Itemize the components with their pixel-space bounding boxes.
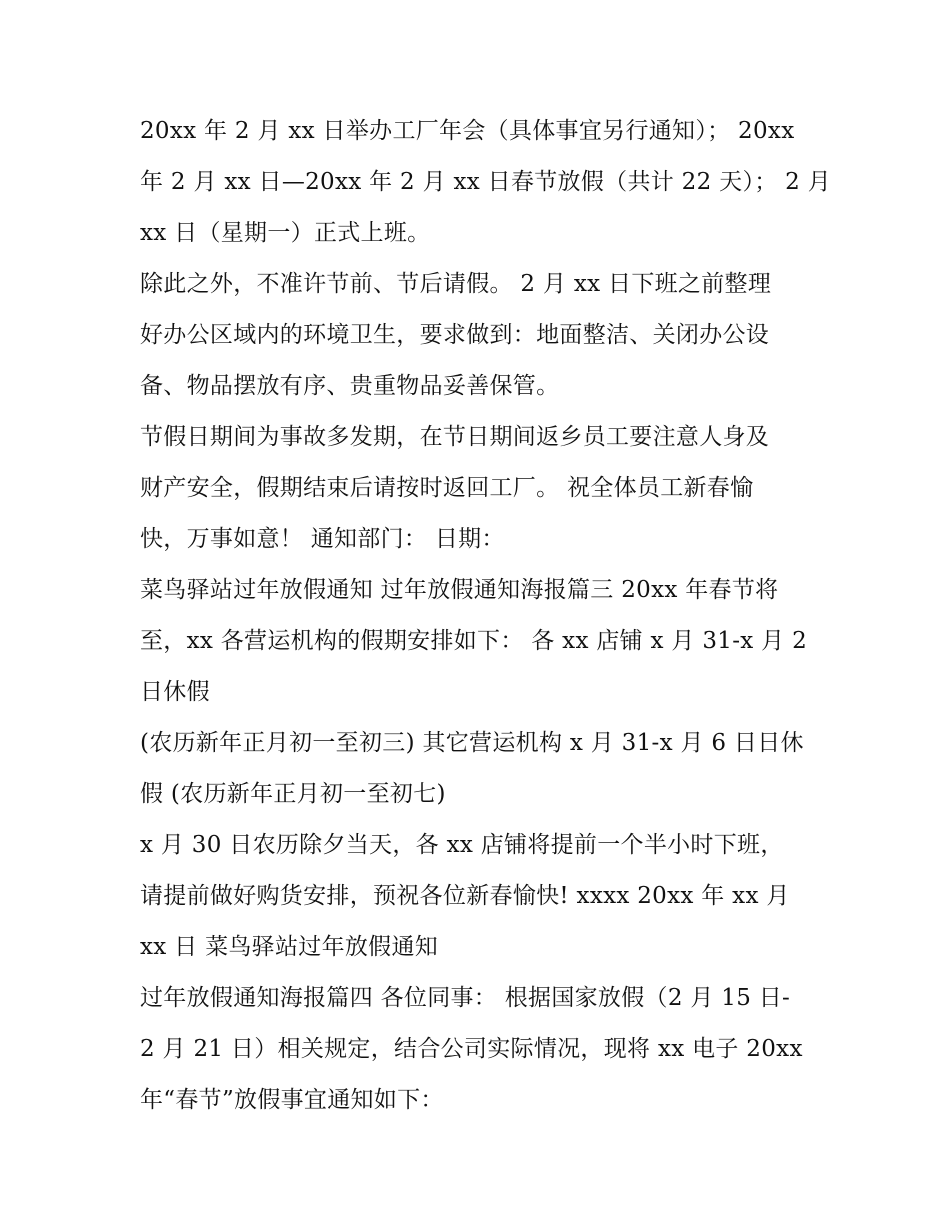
text-line: x 月 30 日农历除夕当天，各 xx 店铺将提前一个半小时下班， [140, 832, 784, 858]
text-line: 快，万事如意！ 通知部门： 日期： [140, 526, 505, 552]
text-line: 过年放假通知海报篇四 各位同事： 根据国家放假（2 月 15 日- [140, 985, 791, 1011]
document-body [140, 106, 832, 1126]
text-line: xx 日（星期一）正式上班。 [140, 220, 431, 246]
text-line: 节假日期间为事故多发期，在节日期间返乡员工要注意人身及 [140, 424, 770, 450]
text-line: 至，xx 各营运机构的假期安排如下： 各 xx 店铺 x 月 31-x 月 2 [140, 628, 807, 654]
text-line: xx 日 菜鸟驿站过年放假通知 [140, 934, 439, 960]
text-line: 20xx 年 2 月 xx 日举办工厂年会（具体事宜另行通知）； 20xx [140, 118, 795, 144]
text-line: 除此之外，不准许节前、节后请假。 2 月 xx 日下班之前整理 [140, 271, 772, 297]
text-line: 年“春节”放假事宜通知如下： [140, 1087, 444, 1113]
text-line: 好办公区域内的环境卫生，要求做到：地面整洁、关闭办公设 [140, 322, 770, 348]
text-line: 备、物品摆放有序、贵重物品妥善保管。 [140, 373, 560, 399]
text-line: 日休假 [140, 679, 210, 705]
text-line: 年 2 月 xx 日—20xx 年 2 月 xx 日春节放假（共计 22 天）； 2 月 [140, 169, 832, 195]
text-line: 财产安全，假期结束后请按时返回工厂。 祝全体员工新春愉 [140, 475, 754, 501]
text-line: 2 月 21 日）相关规定，结合公司实际情况，现将 xx 电子 20xx [140, 1036, 803, 1062]
text-line: (农历新年正月初一至初三) 其它营运机构 x 月 31-x 月 6 日日休 [140, 730, 804, 756]
text-line: 假 (农历新年正月初一至初七) [140, 781, 446, 807]
text-line: 菜鸟驿站过年放假通知 过年放假通知海报篇三 20xx 年春节将 [140, 577, 779, 603]
text-line: 请提前做好购货安排，预祝各位新春愉快! xxxx 20xx 年 xx 月 [140, 883, 790, 909]
